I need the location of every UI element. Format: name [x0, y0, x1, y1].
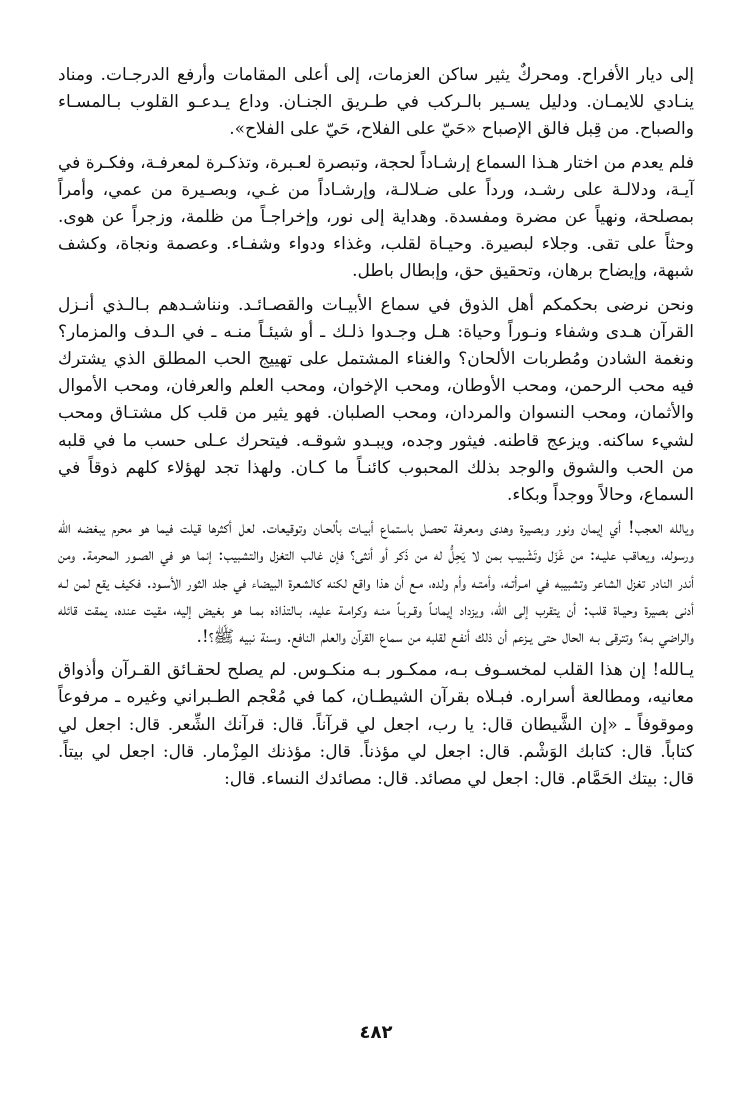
paragraph-3: ونحن نرضى بحكمكم أهل الذوق في سماع الأبيـات والقصـائـد. ونناشـدهم بـالـذي أنـزل القرآن هـدى وشفاء ونـوراً وحياة: هـل وجـدوا ذلـك ـ أو شيئـاً منـه ـ في الـدف والمزمار؟ ونغمة الشادن ومُطربات الألحان؟ والغناء المشتمل على تهييج الحب المطلق الذي يشترك فيه محب الرحمن، ومحب الأوطان، ومحب الإخوان، ومحب العلم والعرفان، ومحب الأموال والأثمان، ومحب النسوان والمردان، ومحب الصلبان. فهو يثير من قلب كل مشتـاق ومحب لشيء ساكنه. ويزعج قاطنه. فيثور وجده، ويبـدو شوقـه. فيتحرك عـلى حسب ما في قلبه من الحب والشوق والوجد بذلك المحبوب كائنـاً ما كـان. ولهذا تجد لهؤلاء كلهم ذوقاً في السماع، وحالاً ووجداً وبكاء. — [58, 294, 694, 506]
paragraph-5: يـالله! إن هذا القلب لمخسـوف بـه، ممكـور بـه منكـوس. لم يصلح لحقـائق القـرآن وأذواق معانيه، ومطالعة أسراره. فبـلاه بقرآن الشيطـان، كما في مُعْجم الطـبراني وغيره ـ مرفوعاً وموقوفاً ـ «إن الشَّيطان قال: يا رب، اجعل لي قرآناً. قال: قرآنك الشِّعر. قال: اجعل لي كتاباً. قال: كتابك الوَشْم. قال: اجعل لي مؤذناً. قال: مؤذنك المِزْمار. قال: اجعل لي بيتاً. قال: بيتك الحَمَّام. قال: اجعل لي مصائد. قال: مصائدك النساء. قال: — [58, 660, 694, 790]
body-text — [58, 62, 694, 793]
paragraph-1: إلى ديار الأفراح. ومحركٌ يثير ساكن العزمات، إلى أعلى المقامات وأرفع الدرجـات. ومناد ينـادي للايمـان. ودليل يسـير بالـركب في طـريق الجنـان. وداع يـدعـو القلوب بـالمسـاء والصباح. من قِبل فالق الإصباح «حَيّ على الفلاح، حَيّ على الفلاح». — [58, 65, 694, 140]
page-number: ٤٨٢ — [359, 1022, 393, 1043]
paragraph-4: ويالله العجب! أي إيمان ونور وبصيرة وهدى ومعرفة تحصل باستماع أبيـات بألحـان وتوقيعات. لعل أكثرها قيلت فيما هو محرم يبغضه الله ورسوله، ويعاقب عليـه: من غَزَل وتَشْبيب بمن لا يَحِلُّ له من ذَكر أو أنثى؟ فإن غالب التغزل والتشبيب: إنما هو في الصـور المحرمة. ومن أندر النادر تغزل الشاعر وتشبيبه في امـرأتـه، وأمتـه وأم ولده، مـع أن هذا واقع لكنه كالشعرة البيضاء في جلد الثور الأسـود. فكيف يقع لمن لـه أدنى بصيرة وحيـاة قلب: أن يتقرب إلى الله، ويزداد إيمانـاً وقـربـاً منـه وكرامـة عليه، بـالتذاذه بمـا هو بغيض إليه، مقيت عنده، يمقت قائله والراضي بـه؟ وتترقى بـه الحال حتى يـزعم أن ذلك أنفـع لقلبه من سماع القرآن والعلم النافع. وسنة نبيه ﷺ؟!. — [58, 518, 694, 648]
paragraph-2: فلم يعدم من اختار هـذا السماع إرشـاداً لحجة، وتبصرة لعـبرة، وتذكـرة لمعرفـة، وفكـرة في آيـة، ودلالـة على رشـد، ورداً على ضـلالـة، وإرشـاداً من غـي، وبصـيرة من عمي، وأمراً بمصلحة، ونهياً عن مضرة ومفسدة. وهداية إلى نور، وإخراجـاً من ظلمة، وزجراً عن هوى. وحثاً على تقى. وجلاء لبصيرة. وحيـاة لقلب، وغذاء ودواء وشفـاء. وعصمة ونجاة، وكشف شبهة، وإيضاح برهان، وتحقيق حق، وإبطال باطل. — [58, 152, 694, 282]
